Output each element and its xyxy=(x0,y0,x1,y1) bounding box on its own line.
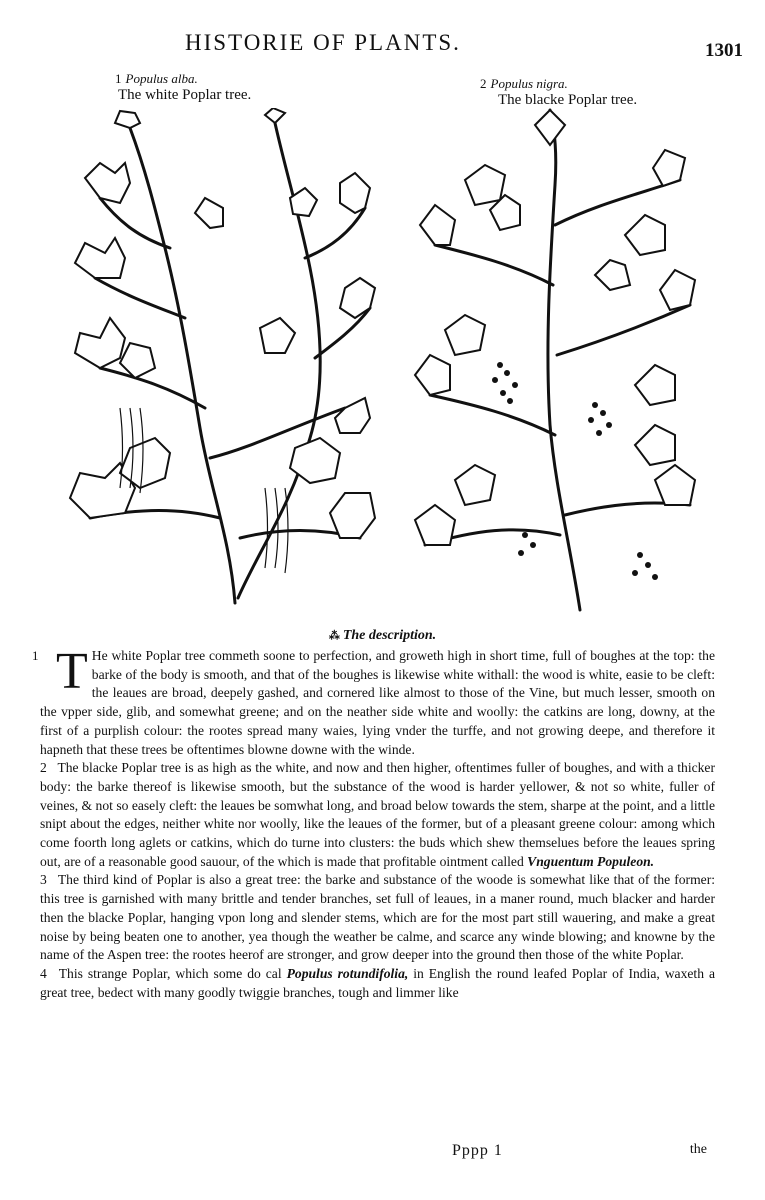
body-text xyxy=(32,643,715,1002)
paragraph-2-text: The blacke Poplar tree is as high as the white, and now and then higher, oftentimes fuller of boughes, and with a thicker body: the barke thereof is likewise smooth, but the substance of the wood is harder yellower, & not so white, fuller of veines, & not so easely cleft: the leaues be somwhat long, and broad below towards the stem, sharpe at the point, and a little snipt about the edges, neither white nor woolly, like the leaues of the former, but of a pleasant greene colour: among which come foorth long aglets or catkins, which do turne into clusters: the buds which shew themselues before the leaues spring out, are of a reasonable good sauour, of the which is made that profitable ointment called xyxy=(40,760,715,869)
white-poplar-woodcut xyxy=(60,108,380,608)
figure-2-caption xyxy=(480,75,637,109)
drop-cap: T xyxy=(56,643,88,700)
unguentum-populeon-term: Vnguentum Populeon. xyxy=(527,853,655,869)
signature-mark: Pppp 1 xyxy=(452,1142,503,1159)
ornament-icon: ⁂ xyxy=(328,630,340,642)
figure-2-number: 2 xyxy=(480,76,487,91)
running-title: HISTORIE OF PLANTS. xyxy=(185,30,461,55)
paragraph-1 xyxy=(32,643,715,759)
figure-2-latin-name: Populus nigra. xyxy=(490,76,568,91)
paragraph-1-text: He white Poplar tree commeth soone to perfection, and groweth high in short time, full of boughes at the top: the barke of the body is smooth, and that of the boughes is likewise white withall: the wood is white, easie to be cleft: the leaues are broad, deepely gashed, and cornered like almost to those of the Vine, but much lesser, smooth on the vpper side, glib, and somewhat greene; and on the neather side white and woolly: the catkins are long, downy, at the first of a purplish colour: the rootes spread many waies, lying vnder the turffe, and not growing deepe, and therefore it hapneth that these trees be oftentimes blowne downe with the winde. xyxy=(40,648,715,757)
page-number: 1301 xyxy=(705,40,743,61)
figure-1-latin-name: Populus alba. xyxy=(125,71,198,86)
catchword: the xyxy=(689,1142,707,1157)
figure-1-caption xyxy=(115,70,251,104)
paragraph-4 xyxy=(40,965,715,1002)
figure-1-english-name: The white Poplar tree. xyxy=(118,87,252,103)
section-heading-text: The description. xyxy=(342,628,437,643)
figure-2-english-name: The blacke Poplar tree. xyxy=(498,92,638,108)
paragraph-1-number: 1 xyxy=(32,648,39,663)
paragraph-4-number: 4 xyxy=(40,965,47,981)
paragraph-3-number: 3 xyxy=(40,872,47,888)
paragraph-2-number: 2 xyxy=(40,760,47,776)
black-poplar-woodcut xyxy=(405,105,700,615)
populus-rotundifolia-term: Populus rotundifolia, xyxy=(286,965,409,981)
paragraph-2 xyxy=(40,759,715,871)
paragraph-4-text-before: This strange Poplar, which some do cal xyxy=(58,965,282,981)
paragraph-3-text: The third kind of Poplar is also a great tree: the barke and substance of the woode is somewhat like that of the former: this tree is garnished with many brittle and tender branches, set full of leaues, in a maner round, much blacker and harder then the blacke Poplar, hanging vpon long and slender stems, which are for the most part still wauering, and make a great noise by being beaten one to another, yea though the weather be calme, and scarce any winde blowing; and knowne by the name of the Aspen tree: the rootes heerof are stronger, and grow deeper into the ground then those of the white Poplar. xyxy=(40,872,715,963)
paragraph-4-text-after: in English the round leafed Poplar of India, waxeth a great tree, bedect with many goodly twiggie branches, tough and limmer like xyxy=(40,965,715,1000)
section-heading xyxy=(0,628,765,644)
figure-1-number: 1 xyxy=(115,71,122,86)
paragraph-3 xyxy=(40,871,715,965)
